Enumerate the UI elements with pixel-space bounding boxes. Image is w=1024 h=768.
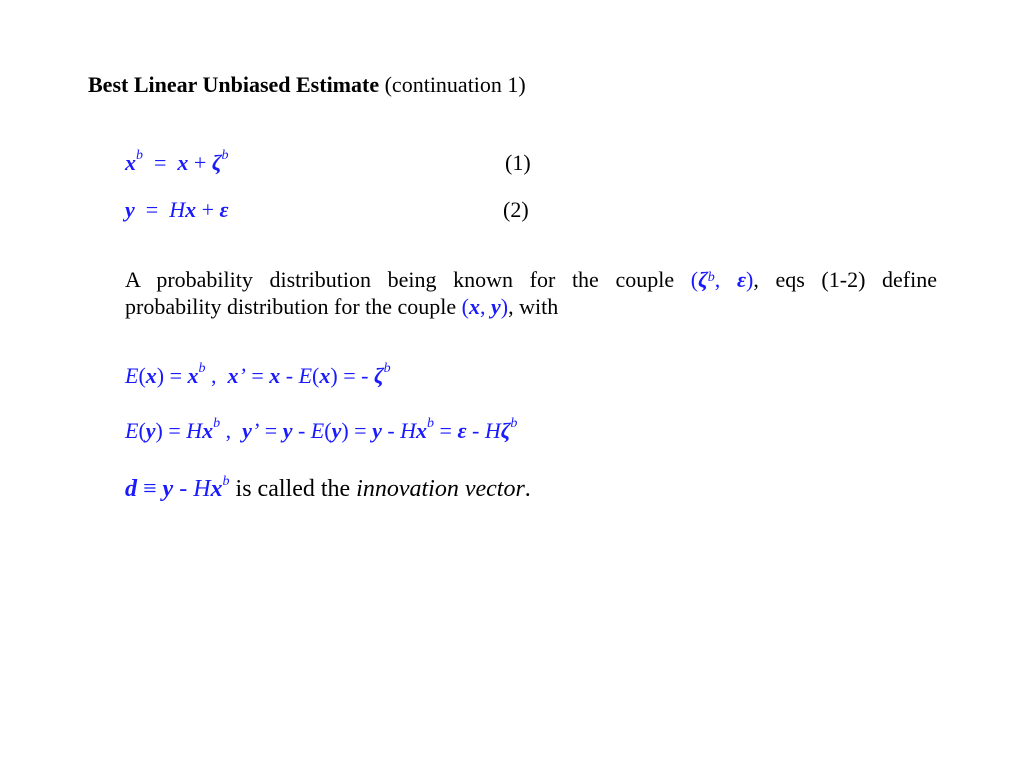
equation-2-number: (2): [503, 197, 529, 222]
innovation-definition: d ≡ y - Hx$^b$ is called the innovation vector.: [125, 474, 531, 502]
title-rest: (continuation 1): [384, 72, 526, 97]
paragraph-line-1: A probability distribution being known for the couple ($\zeta^b$, ε), eqs (1-2) define: [125, 267, 938, 292]
innovation-called: is called the: [235, 476, 351, 502]
equation-2: y = Hx + ε: [125, 197, 229, 222]
equation-1-number: (1): [505, 150, 531, 175]
expectation-x: $E(x) = x^b$ , x’ = x - E(x) = - $\zeta^b$: [125, 361, 391, 388]
title-bold: Best Linear Unbiased Estimate: [88, 72, 380, 97]
page-title: [88, 72, 526, 98]
paragraph-line-2: probability distribution for the couple (x, y), with: [125, 294, 559, 319]
innovation-term: innovation vector: [356, 476, 525, 502]
equation-1: $x^b = x + \zeta^b$: [125, 148, 229, 175]
expectation-y: $E(y) = Hx^b$ , y’ = $y - E(y) = y - Hx^b = \varepsilon - H\zeta^b$: [125, 416, 518, 443]
description-paragraph: [125, 266, 937, 320]
